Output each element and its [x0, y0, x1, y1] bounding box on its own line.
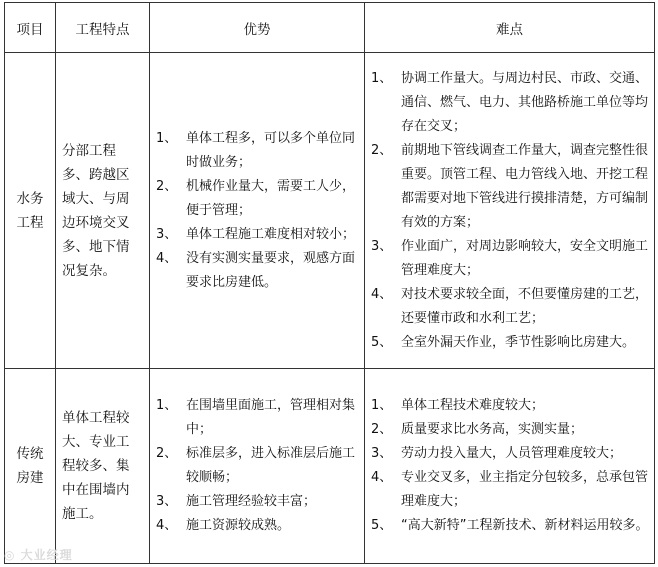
list-item-number: 1、: [371, 70, 393, 86]
list-item-number: 3、: [371, 446, 393, 461]
list-item: [156, 223, 360, 247]
list-item-text: 施工管理经验较丰富；: [186, 494, 317, 509]
list-item-text: 协调工作量大。与周边村民、市政、交通、通信、燃气、电力、其他路桥施工单位等均存在交叉；: [401, 70, 649, 134]
advantages-list: [156, 127, 360, 295]
list-item: [156, 175, 360, 223]
row-housing-item: 传统 房建: [5, 369, 56, 564]
list-item: [156, 514, 360, 538]
header-advantages: 优势: [150, 3, 365, 53]
list-item-text: “高大新特”工程新技术、新材料运用较多。: [401, 518, 649, 533]
list-item-number: 4、: [156, 250, 178, 266]
comparison-table: [4, 2, 655, 564]
list-item: [371, 283, 650, 331]
list-item: [156, 442, 360, 490]
list-item-number: 3、: [156, 226, 178, 242]
list-item: [371, 442, 650, 466]
list-item-text: 单体工程多，可以多个单位同时做业务；: [186, 130, 356, 170]
list-item: [156, 247, 360, 295]
list-item-number: 1、: [156, 398, 178, 413]
difficulties-list: [371, 67, 650, 355]
row-water-item: 水务 工程: [5, 53, 56, 369]
list-item-text: 专业交叉多，业主指定分包较多，总承包管理难度大；: [401, 470, 649, 509]
header-item: 项目: [5, 3, 56, 53]
list-item-text: 前期地下管线调查工作量大，调查完整性很重要。顶管工程、电力管线入地、开挖工程都需要对地下管线进行摸排清楚，方可编制有效的方案；: [401, 142, 649, 230]
row-water: [5, 53, 655, 369]
advantages-list: [156, 394, 360, 538]
watermark-logo: ◎ 大业经理: [4, 548, 73, 562]
list-item-text: 单体工程施工难度相对较小；: [186, 226, 356, 242]
list-item-text: 对技术要求较全面，不但要懂房建的工艺，还要懂市政和水利工艺；: [401, 286, 649, 326]
list-item: [371, 418, 650, 442]
list-item-text: 质量要求比水务高，实测实量；: [401, 422, 584, 437]
list-item-text: 作业面广，对周边影响较大，安全文明施工管理难度大；: [401, 238, 649, 278]
list-item: [371, 394, 650, 418]
list-item: [371, 235, 650, 283]
list-item: [371, 331, 650, 355]
row-housing: [5, 369, 655, 564]
list-item-number: 2、: [156, 446, 178, 461]
list-item-number: 4、: [156, 518, 178, 533]
list-item-number: 4、: [371, 286, 393, 302]
list-item: [371, 139, 650, 235]
row-water-features: 分部工程 多、跨越区 域大、与周 边环境交叉 多、地下情 况复杂。: [56, 53, 150, 369]
list-item-number: 4、: [371, 470, 393, 485]
row-water-advantages: [150, 53, 365, 369]
list-item-text: 在围墙里面施工，管理相对集中；: [186, 398, 356, 437]
list-item: [371, 514, 650, 538]
list-item-text: 劳动力投入量大，人员管理难度较大；: [401, 446, 623, 461]
row-housing-features: 单体工程较 大、专业工 程较多、集 中在围墙内 施工。: [56, 369, 150, 564]
row-housing-difficulties: [365, 369, 655, 564]
list-item-number: 2、: [371, 142, 393, 158]
list-item-number: 5、: [371, 518, 393, 533]
list-item-text: 标准层多，进入标准层后施工较顺畅；: [186, 446, 356, 485]
list-item-text: 机械作业量大，需要工人少，便于管理；: [186, 178, 356, 218]
header-row: [5, 3, 655, 53]
header-difficulties: 难点: [365, 3, 655, 53]
watermark-text: 大业经理: [20, 548, 73, 562]
header-features: 工程特点: [56, 3, 150, 53]
list-item: [156, 127, 360, 175]
list-item: [371, 466, 650, 514]
list-item-number: 2、: [371, 422, 393, 437]
list-item-text: 施工资源较成熟。: [186, 518, 291, 533]
list-item-number: 1、: [371, 398, 393, 413]
list-item-number: 2、: [156, 178, 178, 194]
list-item-number: 1、: [156, 130, 178, 146]
list-item: [371, 67, 650, 139]
row-water-difficulties: [365, 53, 655, 369]
list-item-text: 单体工程技术难度较大；: [401, 398, 545, 413]
difficulties-list: [371, 394, 650, 538]
list-item: [156, 394, 360, 442]
list-item-number: 3、: [371, 238, 393, 254]
list-item-number: 5、: [371, 334, 393, 350]
list-item-number: 3、: [156, 494, 178, 509]
row-housing-advantages: [150, 369, 365, 564]
list-item-text: 没有实测实量要求，观感方面要求比房建低。: [186, 250, 356, 290]
list-item: [156, 490, 360, 514]
list-item-text: 全室外漏天作业，季节性影响比房建大。: [401, 334, 636, 350]
